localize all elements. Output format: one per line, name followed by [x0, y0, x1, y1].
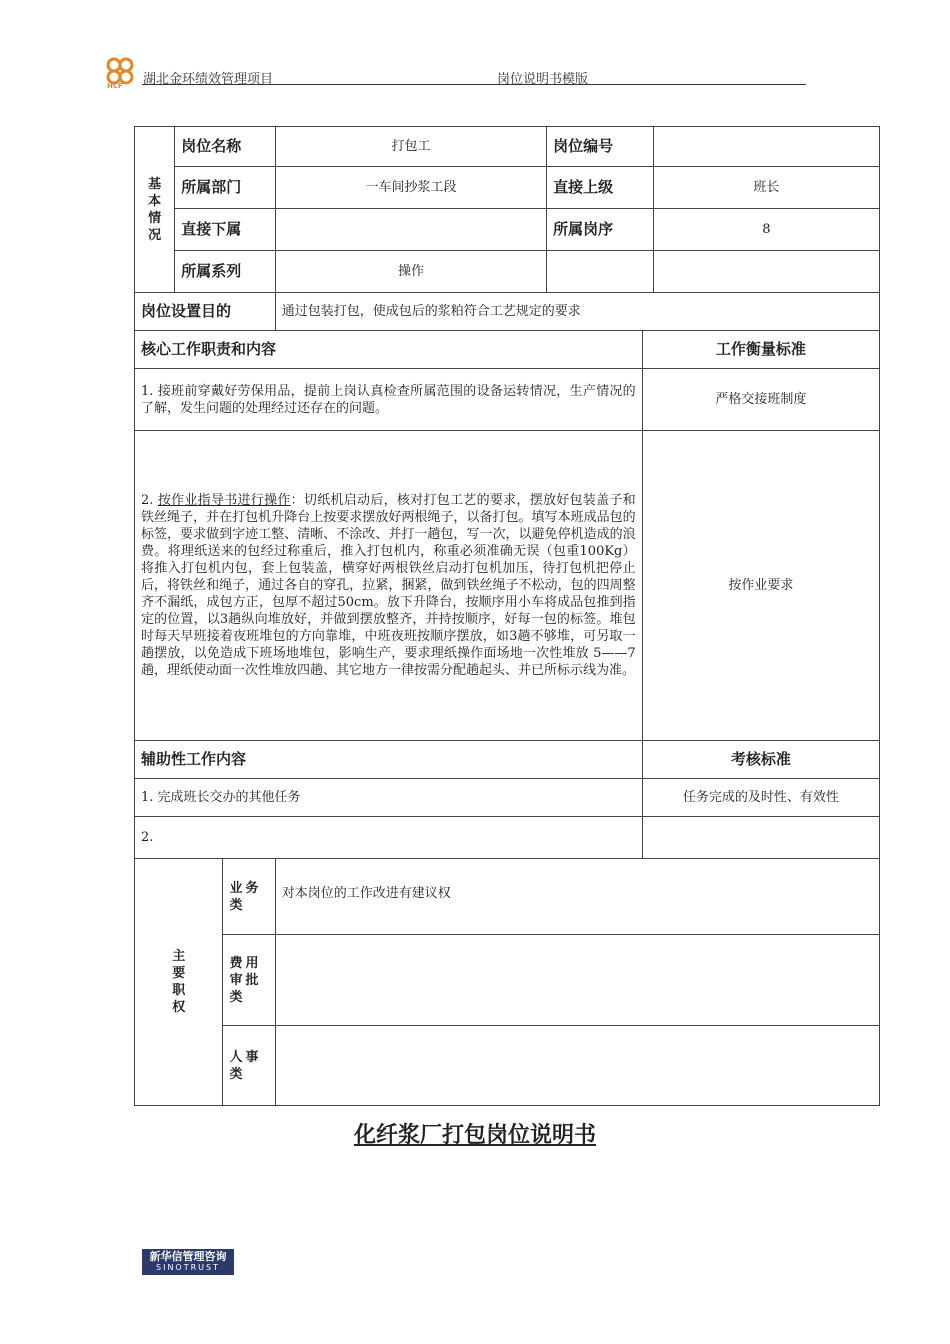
logo-caption: HCF — [107, 82, 123, 90]
core-duty-row — [135, 431, 880, 741]
sinotrust-logo — [142, 1249, 234, 1275]
authority-label-personnel: 人事类 — [223, 1026, 275, 1106]
core-duty-2-prefix: 2. — [141, 493, 158, 508]
row-position-name — [135, 127, 880, 167]
aux-duty-row — [135, 779, 880, 817]
core-duty-2 — [135, 431, 643, 741]
row-aux-header — [135, 741, 880, 779]
header-doc-title: 岗位说明书模版 — [497, 72, 589, 87]
row-subordinate — [135, 209, 880, 251]
header-rule — [142, 84, 806, 85]
header-company: 湖北金环绩效管理项目 — [143, 72, 274, 87]
core-duty-1: 1. 接班前穿戴好劳保用品，提前上岗认真检查所属范围的设备运转情况，生产情况的了解，发生问题的处理经过还存在的问题。 — [135, 369, 643, 431]
authority-row — [135, 859, 880, 935]
authority-section-label: 主 要 职 权 — [135, 859, 223, 1106]
series-value: 操作 — [275, 251, 546, 293]
row-core-header — [135, 331, 880, 369]
superior-value: 班长 — [653, 167, 879, 209]
department-value: 一车间抄浆工段 — [275, 167, 546, 209]
core-duty-2-text: ：切纸机启动后，核对打包工艺的要求，摆放好包装盖子和铁丝绳子，并在打包机升降台上按要求摆放好两根绳子，以备打包。填写本班成品包的标签，要求做到字迹工整、清晰、不涂改、并打一趟包，写一次，以避免停机造成的浪费。将理纸送来的包经过称重后，推入打包机内，称重必须准确无误（包重100Kg）将推入打包机内包，套上包装盖，横穿好两根铁丝启动打包机加压，待打包机把停止后，将铁丝和绳子，通过各自的穿孔，拉紧，捆紧，做到铁丝绳子不松动，包的四周整齐不漏纸，成包方正，包厚不超过50cm。放下升降台，按顺序用小车将成品包推到指定的位置，以3趟纵向堆放好，并做到摆放整齐，并持按顺序，好每一包的标签。堆包时每天早班接着夜班堆包的方向靠堆，中班夜班按顺序摆放，如3趟不够堆，可另取一趟摆放，以免造成下班场地堆包，影响生产，要求理纸操作面场地一次性堆放 5——7趟，理纸使动面一次性堆放四趟、其它地方一律按需分配趟起头、并已所标示线为准。 — [141, 493, 636, 678]
position-name-value: 打包工 — [275, 127, 546, 167]
aux-duties-header: 辅助性工作内容 — [135, 741, 643, 779]
authority-label-business: 业务类 — [223, 859, 275, 935]
brand-cn: 新华信管理咨询 — [149, 1250, 227, 1263]
position-code-value — [653, 127, 879, 167]
aux-standard-2 — [642, 817, 879, 859]
sequence-label: 所属岗序 — [547, 209, 654, 251]
job-description-table — [134, 126, 880, 1106]
basic-section-label: 基 本 情 况 — [135, 127, 175, 293]
subordinate-value — [275, 209, 546, 251]
aux-duty-2: 2. — [135, 817, 643, 859]
position-name-label: 岗位名称 — [175, 127, 276, 167]
core-standard-1: 严格交接班制度 — [642, 369, 879, 431]
row-purpose — [135, 293, 880, 331]
aux-duty-1: 1. 完成班长交办的其他任务 — [135, 779, 643, 817]
department-label: 所属部门 — [175, 167, 276, 209]
aux-standard-1: 任务完成的及时性、有效性 — [642, 779, 879, 817]
core-standard-header: 工作衡量标准 — [642, 331, 879, 369]
aux-standard-header: 考核标准 — [642, 741, 879, 779]
subordinate-label: 直接下属 — [175, 209, 276, 251]
row-series — [135, 251, 880, 293]
authority-text-business: 对本岗位的工作改进有建议权 — [275, 859, 879, 935]
core-standard-2: 按作业要求 — [642, 431, 879, 741]
aux-duty-row — [135, 817, 880, 859]
authority-text-expense — [275, 935, 879, 1026]
superior-label: 直接上级 — [547, 167, 654, 209]
series-label: 所属系列 — [175, 251, 276, 293]
authority-label-expense: 费用审批类 — [223, 935, 275, 1026]
brand-en: SINOTRUST — [156, 1263, 220, 1272]
authority-text-personnel — [275, 1026, 879, 1106]
position-code-label: 岗位编号 — [547, 127, 654, 167]
purpose-text: 通过包装打包，使成包后的浆粕符合工艺规定的要求 — [275, 293, 879, 331]
sequence-value: 8 — [653, 209, 879, 251]
core-duty-2-underlined: 按作业指导书进行操作 — [157, 493, 291, 508]
core-duties-header: 核心工作职责和内容 — [135, 331, 643, 369]
core-duty-row — [135, 369, 880, 431]
purpose-label: 岗位设置目的 — [135, 293, 276, 331]
series-empty-cell — [547, 251, 654, 293]
authority-row — [135, 1026, 880, 1106]
row-department — [135, 167, 880, 209]
document-title: 化纤浆厂打包岗位说明书 — [353, 1123, 596, 1148]
authority-row — [135, 935, 880, 1026]
series-empty-cell-2 — [653, 251, 879, 293]
